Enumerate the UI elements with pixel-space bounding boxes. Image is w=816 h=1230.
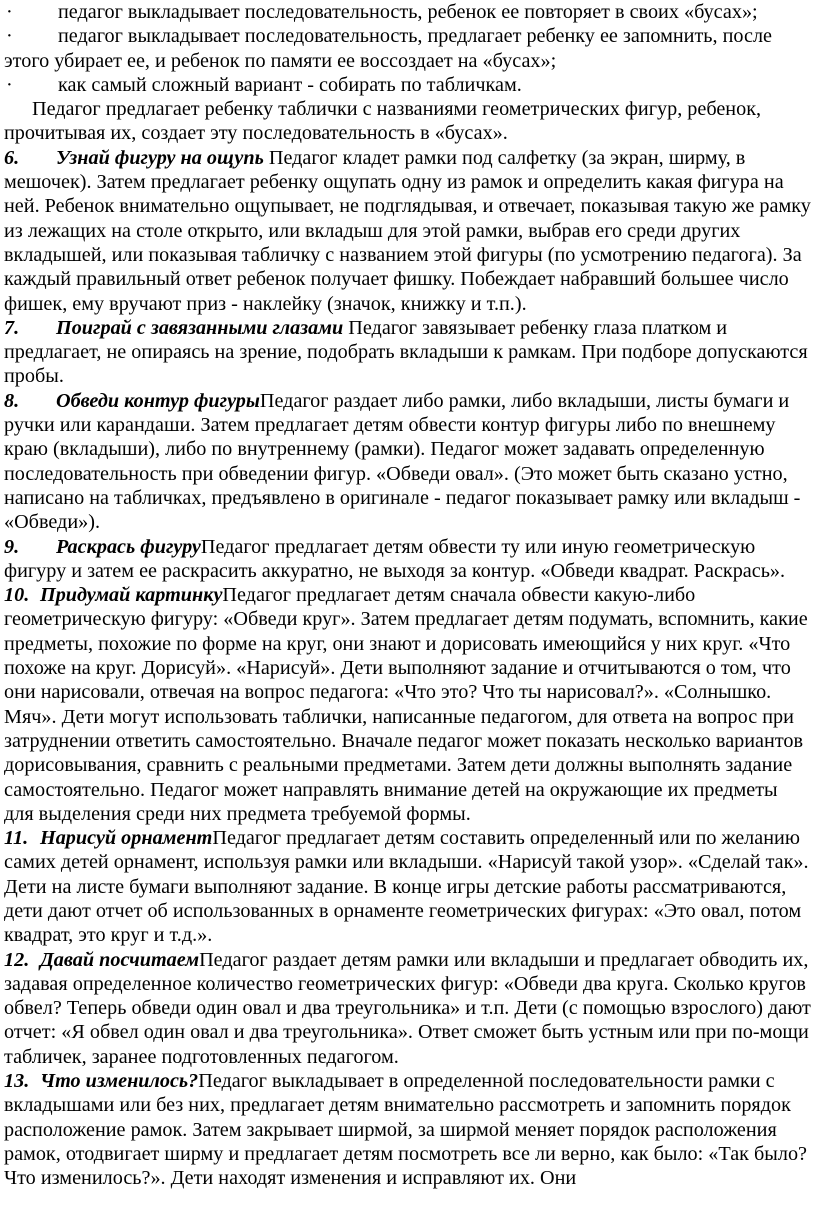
item-title: Обведи контур фигуры — [56, 389, 260, 412]
item-body: Педагог предлагает детям обвести ту или иную геометрическую фигуру и затем ее раскрасить аккуратно, не выходя за контур. «Обведи квадрат. Раскрась». — [4, 535, 786, 582]
intro-paragraph: Педагог предлагает ребенку таблички с названиями геометрических фигур, ребенок, прочитывая их, создает эту последовательность в «бусах». — [4, 98, 762, 145]
item-body: Педагог предлагает детям составить определенный или по желанию самих детей орнамент, используя рамки или вкладыши. «Нарисуй такой узор». «Сделай так». Дети на листе бумаги выполняют задание. В конце игры детские работы рассматриваются, дети дают отчет об использованных в орнаменте геометрических фигурах: «Это овал, потом квадрат, это круг и т.д.». — [4, 827, 809, 947]
item-body: Педагог выкладывает в определенной последовательности рамки с вкладышами или без них, предлагает детям внимательно рассмотреть и запомнить порядок расположение рамок. Затем закрывает ширмой, за ширмой меняет порядок расположения рамок, отодвигает ширму и предлагает детям посмотреть все ли верно, как было: «Так было? Что изменилось?». Дети находят изменения и исправляют их. Они — [4, 1070, 808, 1190]
item-title: Нарисуй орнамент — [40, 827, 213, 850]
item-number: 10. — [4, 584, 30, 607]
game-item-8 — [4, 389, 812, 535]
item-title: Давай посчитаем — [40, 948, 200, 971]
game-item-7 — [4, 316, 812, 389]
item-title: Раскрась фигуру — [56, 535, 201, 558]
bullet-item — [4, 24, 812, 73]
game-item-6 — [4, 146, 812, 316]
item-body: Педагог раздает либо рамки, либо вкладыши, листы бумаги и ручки или карандаши. Затем предлагает детям обвести контур фигуры либо по внешнему краю (вкладыши), либо по внутреннему (рамки). Педагог может задавать определенную последовательность при обведении фигур. «Обведи овал». (Это может быть сказано устно, написано на табличках, предъявлено в оригинале - педагог показывает рамку или вкладыш - «Обведи»). — [4, 389, 801, 534]
item-body: Педагог кладет рамки под салфетку (за экран, ширму, в мешочек). Затем предлагает ребенку ощупать одну из рамок и определить какая фигура на ней. Ребенок внимательно ощупывает, не подглядывая, и отвечает, показывая такую же рамку из лежащих на столе открыто, или вкладыш для этой рамки, выбрав его среди других вкладышей, или показывая табличку с названием этой фигуры (по усмотрению педагога). За каждый правильный ответ ребенок получает фишку. Побеждает набравший большее число фишек, ему вручают приз - наклейку (значок, книжку и т.п.). — [4, 146, 811, 315]
bullet-mark: · — [6, 25, 13, 48]
item-body: Педагог завязывает ребенку глаза платком и предлагает, не опираясь на зрение, подобрать вкладыши к рамкам. При подборе допускаются пробы. — [4, 316, 808, 388]
item-number: 9. — [4, 535, 20, 558]
item-number: 8. — [4, 389, 20, 412]
item-number: 11. — [4, 827, 29, 850]
bullet-text: как самый сложный вариант - собирать по табличкам. — [58, 73, 522, 96]
game-item-9 — [4, 535, 812, 584]
bullet-mark: · — [6, 1, 13, 23]
game-item-12 — [4, 948, 812, 1069]
item-title: Узнай фигуру на ощупь — [56, 146, 264, 169]
bullet-text: педагог выкладывает последовательность, предлагает ребенку ее запомнить, после этого убирает ее, и ребенок по памяти ее воссоздает на «бусах»; — [4, 25, 772, 72]
item-title: Что изменилось? — [40, 1070, 199, 1093]
game-item-11 — [4, 826, 812, 947]
item-body: Педагог предлагает детям сначала обвести какую-либо геометрическую фигуру: «Обведи круг». Затем предлагает детям подумать, вспомнить, какие предметы, похожие по форме на круг, они знают и дорисовать имеющийся у них круг. «Что похоже на круг. Дорисуй». «Нарисуй». Дети выполняют задание и отчитываются о том, что они нарисовали, отвечая на вопрос педагога: «Что это? Что ты нарисовал?». «Солнышко. Мяч». Дети могут использовать таблички, написанные педагогом, для ответа на вопрос при затруднении ответить самостоятельно. Вначале педагог может показать несколько вариантов дорисовывания, сравнить с реальными предметами. Затем дети должны выполнять задание самостоятельно. Педагог может направлять внимание детей на окружающие их предметы для выделения среди них предмета требуемой формы. — [4, 584, 808, 825]
game-item-10 — [4, 583, 812, 826]
game-item-13 — [4, 1069, 812, 1190]
item-number: 12. — [4, 948, 30, 971]
item-number: 7. — [4, 316, 20, 339]
bullet-item — [4, 0, 812, 24]
item-title: Придумай картинку — [40, 584, 223, 607]
item-number: 6. — [4, 146, 20, 169]
bullet-text: педагог выкладывает последовательность, ребенок ее повторяет в своих «бусах»; — [58, 1, 758, 23]
bullet-mark: · — [6, 73, 13, 96]
bullet-item — [4, 73, 812, 97]
item-title: Поиграй с завязанными глазами — [56, 316, 344, 339]
item-number: 13. — [4, 1070, 30, 1093]
item-body: Педагог раздает детям рамки или вкладыши и предлагает обводить их, задавая определенное количество геометрических фигур: «Обведи два круга. Сколько кругов обвел? Теперь обведи один овал и два треугольника» и т.п. Дети (с помощью взрослого) дают отчет: «Я обвел один овал и два треугольника». Ответ сможет быть устным или при по-мощи табличек, заранее подготовленных педагогом. — [4, 948, 811, 1068]
